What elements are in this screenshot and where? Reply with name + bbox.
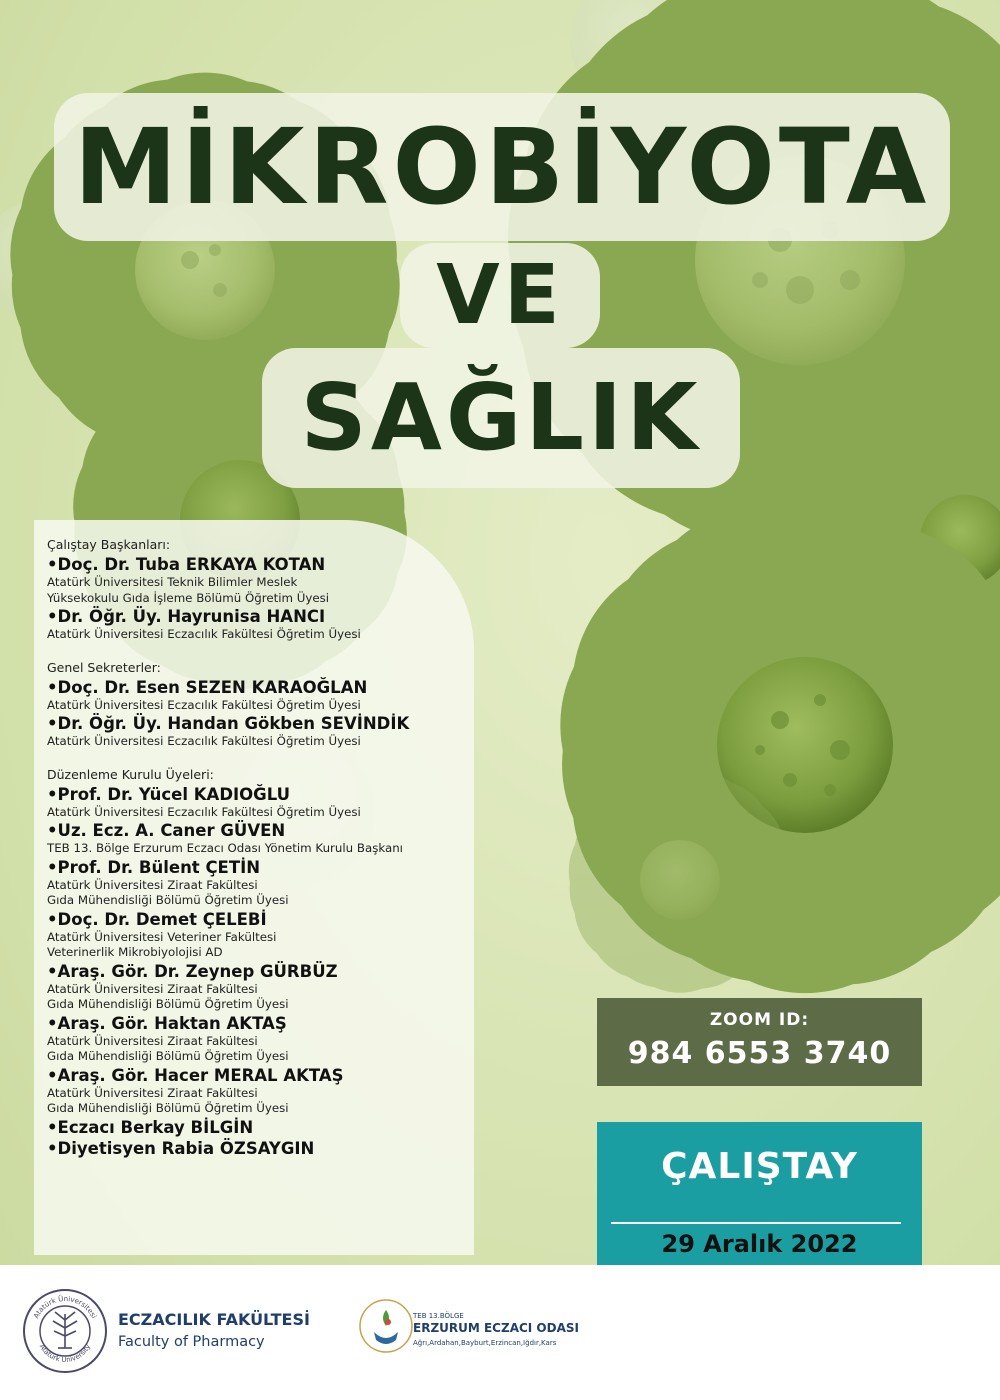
- person-name: •Dr. Öğr. Üy. Hayrunisa HANCI: [47, 607, 326, 626]
- zoom-id-box: [597, 998, 922, 1086]
- person-name: •Eczacı Berkay BİLGİN: [47, 1117, 254, 1137]
- person-affiliation: Atatürk Üniversitesi Veteriner Fakültesi: [47, 929, 277, 944]
- section-heading: Çalıştay Başkanları:: [47, 537, 171, 552]
- person-name: •Uz. Ecz. A. Caner GÜVEN: [47, 821, 286, 840]
- person-affiliation: Atatürk Üniversitesi Ziraat Fakültesi: [47, 1085, 258, 1100]
- oda-name: ERZURUM ECZACI ODASI: [413, 1321, 579, 1335]
- person-name: •Dr. Öğr. Üy. Handan Gökben SEVİNDİK: [47, 714, 410, 733]
- faculty-name-en: Faculty of Pharmacy: [118, 1334, 265, 1350]
- svg-text:Atatürk University: Atatürk University: [37, 1342, 93, 1365]
- person-name: •Araş. Gör. Hacer MERAL AKTAŞ: [47, 1065, 344, 1085]
- person-affiliation: Atatürk Üniversitesi Ziraat Fakültesi: [47, 981, 258, 996]
- zoom-label: ZOOM ID:: [709, 1010, 810, 1030]
- section-heading: Düzenleme Kurulu Üyeleri:: [47, 766, 214, 782]
- person-affiliation: Yüksekokulu Gıda İşleme Bölümü Öğretim Üyesi: [47, 590, 330, 605]
- title-line1: MİKROBİYOTA: [73, 106, 931, 228]
- event-title: ÇALIŞTAY: [661, 1146, 858, 1187]
- person-name: •Prof. Dr. Yücel KADIOĞLU: [47, 784, 291, 804]
- oda-region: TEB 13.BÖLGE: [413, 1312, 464, 1320]
- person-name: •Doç. Dr. Tuba ERKAYA KOTAN: [47, 555, 326, 574]
- person-name: •Doç. Dr. Demet ÇELEBİ: [47, 909, 267, 929]
- faculty-name-tr: ECZACILIK FAKÜLTESİ: [118, 1310, 310, 1329]
- divider: [611, 1222, 901, 1224]
- person-name: •Araş. Gör. Haktan AKTAŞ: [47, 1013, 287, 1033]
- person-affiliation: Gıda Mühendisliği Bölümü Öğretim Üyesi: [47, 893, 289, 907]
- person-affiliation: Gıda Mühendisliği Bölümü Öğretim Üyesi: [47, 997, 289, 1011]
- person-affiliation: Veterinerlik Mikrobiyolojisi AD: [47, 945, 223, 959]
- person-affiliation: Atatürk Üniversitesi Eczacılık Fakültesi Öğretim Üyesi: [47, 804, 361, 819]
- person-affiliation: TEB 13. Bölge Erzurum Eczacı Odası Yönetim Kurulu Başkanı: [47, 841, 403, 855]
- title-line2: VE: [436, 248, 564, 343]
- person-name: •Doç. Dr. Esen SEZEN KARAOĞLAN: [47, 677, 368, 697]
- person-affiliation: Atatürk Üniversitesi Teknik Bilimler Meslek: [47, 575, 298, 589]
- oda-cities: Ağrı,Ardahan,Bayburt,Erzincan,Iğdır,Kars: [413, 1339, 557, 1347]
- pharmacists-chamber-logo-icon: [358, 1296, 414, 1356]
- ataturk-university-seal-icon: [22, 1288, 108, 1374]
- title-line3: SAĞLIK: [300, 364, 702, 471]
- person-affiliation: Gıda Mühendisliği Bölümü Öğretim Üyesi: [47, 1101, 289, 1115]
- event-date: 29 Aralık 2022: [661, 1230, 858, 1258]
- person-name: •Prof. Dr. Bülent ÇETİN: [47, 857, 261, 877]
- person-affiliation: Atatürk Üniversitesi Eczacılık Fakültesi Öğretim Üyesi: [47, 697, 361, 712]
- person-affiliation: Atatürk Üniversitesi Eczacılık Fakültesi Öğretim Üyesi: [47, 627, 361, 641]
- person-name: •Diyetisyen Rabia ÖZSAYGIN: [47, 1138, 315, 1158]
- svg-text:Atatürk Üniversitesi: Atatürk Üniversitesi: [32, 1294, 98, 1320]
- person-name: •Araş. Gör. Dr. Zeynep GÜRBÜZ: [47, 961, 338, 981]
- person-affiliation: Atatürk Üniversitesi Ziraat Fakültesi: [47, 1033, 258, 1048]
- section-heading: Genel Sekreterler:: [47, 659, 161, 675]
- person-affiliation: Atatürk Üniversitesi Eczacılık Fakültesi Öğretim Üyesi: [47, 734, 361, 748]
- zoom-id: 984 6553 3740: [627, 1036, 892, 1071]
- committee-list: [47, 537, 487, 1159]
- person-affiliation: Gıda Mühendisliği Bölümü Öğretim Üyesi: [47, 1049, 289, 1063]
- person-affiliation: Atatürk Üniversitesi Ziraat Fakültesi: [47, 877, 258, 892]
